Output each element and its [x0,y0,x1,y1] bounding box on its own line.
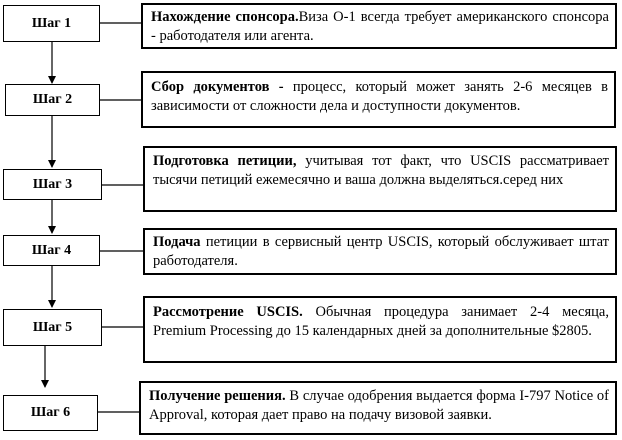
step-2-title: Сбор документов - [151,79,284,95]
step-2-label: Шаг 2 [32,92,73,107]
step-3-description [143,146,617,212]
step-1-text: Виза О-1 всегда требует американского спонсора - работодателя или агента. [151,9,609,44]
step-6-text: В случае одобрения выдается форма I-797 Notice of Approval, которая дает право на подачу визовой заявки. [149,388,609,423]
step-4-title: Подача [153,234,201,250]
step-4-box [3,235,100,266]
step-3-box [3,169,102,200]
step-3-label: Шаг 3 [32,176,73,192]
step-6-label: Шаг 6 [30,405,71,420]
step-5-box [3,309,102,346]
step-5-label: Шаг 5 [32,319,73,335]
step-5-text: Обычная процедура занимает 2-4 месяца, Premium Processing до 15 календарных дней за дополнительные $2805. [153,304,609,339]
step-2-text: процесс, который может занять 2-6 месяцев в зависимости от сложности дела и доступности документов. [151,79,608,114]
step-6-description [139,381,617,435]
step-2-description [141,71,616,128]
step-1-description [141,3,617,49]
step-6-title: Получение решения. [149,388,286,404]
step-1-label: Шаг 1 [31,15,72,31]
step-4-label: Шаг 4 [31,242,72,258]
step-4-text: петиции в сервисный центр USCIS, который обслуживает штат работодателя. [153,234,609,269]
step-6-box [3,395,98,431]
step-4-description [143,228,617,275]
step-3-title: Подготовка петиции, [153,153,297,169]
step-5-title: Рассмотрение USCIS. [153,304,303,320]
step-1-title: Нахождение спонсора. [151,9,299,25]
step-5-description [143,296,617,363]
step-1-box [3,5,100,42]
step-2-box [5,84,100,116]
step-3-text: учитывая тот факт, что USCIS рассматривает тысячи петиций ежемесячно и ваша должна выделяться.серед них [153,153,609,188]
